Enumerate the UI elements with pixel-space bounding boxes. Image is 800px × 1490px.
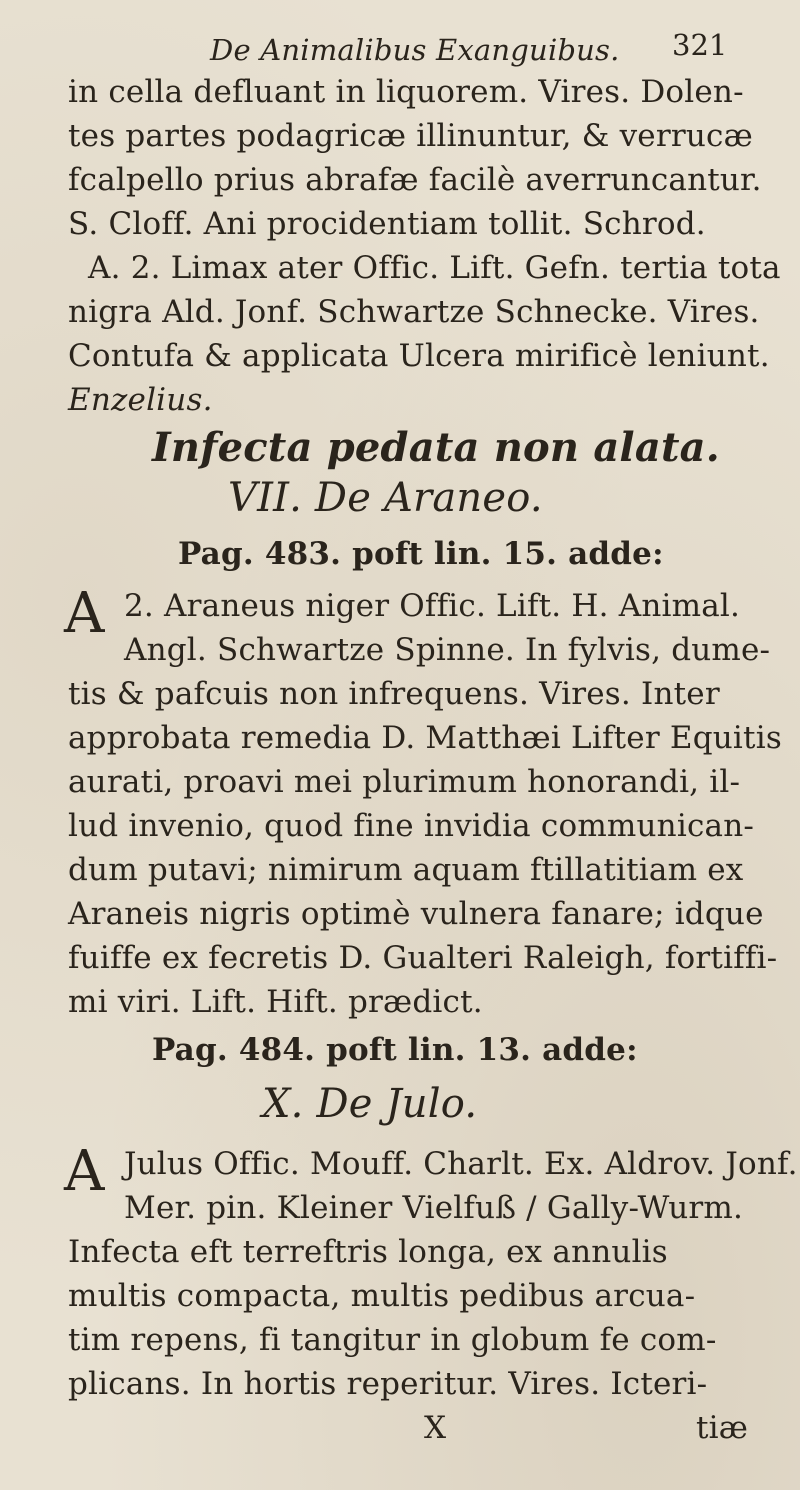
text-line: A. 2. Limax ater Offic. Lift. Gefn. tertia tota xyxy=(88,250,781,286)
text-line: multis compacta, multis pedibus arcua- xyxy=(68,1278,696,1314)
section-heading: Infecta pedata non alata. xyxy=(152,424,720,471)
text-line: Mer. pin. Kleiner Vielfuß / Gally-Wurm. xyxy=(124,1190,744,1226)
catchword: tiæ xyxy=(696,1410,749,1446)
text-line: dum putavi; nimirum aquam ftillatitiam ex xyxy=(68,852,744,888)
running-title: De Animalibus Exanguibus. xyxy=(210,33,620,67)
text-line: nigra Ald. Jonf. Schwartze Schnecke. Vires. xyxy=(68,294,760,330)
text-line: 2. Araneus niger Offic. Lift. H. Animal. xyxy=(124,588,741,624)
text-line: fuiffe ex fecretis D. Gualteri Raleigh, fortiffi- xyxy=(68,940,778,976)
text-line: S. Cloff. Ani procidentiam tollit. Schrod. xyxy=(68,206,706,242)
text-line: Enzelius. xyxy=(68,382,213,418)
chapter-heading: X. De Julo. xyxy=(262,1081,478,1127)
page-number: 321 xyxy=(672,28,728,62)
text-line: Julus Offic. Mouff. Charlt. Ex. Aldrov. Jonf. xyxy=(124,1146,798,1182)
page-reference: Pag. 484. poft lin. 13. adde: xyxy=(152,1032,638,1068)
text-line: aurati, proavi mei plurimum honorandi, il- xyxy=(68,764,741,800)
text-line: fcalpello prius abrafæ facilè averruncantur. xyxy=(68,162,762,198)
page-reference: Pag. 483. poft lin. 15. adde: xyxy=(178,536,664,572)
signature-mark: X xyxy=(424,1410,447,1446)
text-line: Infecta eft terreftris longa, ex annulis xyxy=(68,1234,668,1270)
text-line: in cella defluant in liquorem. Vires. Dolen- xyxy=(68,74,744,110)
text-line: tis & pafcuis non infrequens. Vires. Inter xyxy=(68,676,720,712)
text-line: tes partes podagricæ illinuntur, & verrucæ xyxy=(68,118,753,154)
chapter-heading: VII. De Araneo. xyxy=(228,475,543,521)
text-line: mi viri. Lift. Hift. prædict. xyxy=(68,984,483,1020)
drop-cap: A xyxy=(64,1139,105,1204)
text-line: Araneis nigris optimè vulnera fanare; idque xyxy=(68,896,764,932)
text-line: Contufa & applicata Ulcera mirificè leniunt. xyxy=(68,338,770,374)
text-line: lud invenio, quod fine invidia communican- xyxy=(68,808,755,844)
text-line: Angl. Schwartze Spinne. In fylvis, dume- xyxy=(124,632,771,668)
text-line: approbata remedia D. Matthæi Lifter Equitis xyxy=(68,720,782,756)
text-line: tim repens, fi tangitur in globum fe com- xyxy=(68,1322,717,1358)
text-line: plicans. In hortis reperitur. Vires. Icteri- xyxy=(68,1366,708,1402)
drop-cap: A xyxy=(64,581,105,646)
